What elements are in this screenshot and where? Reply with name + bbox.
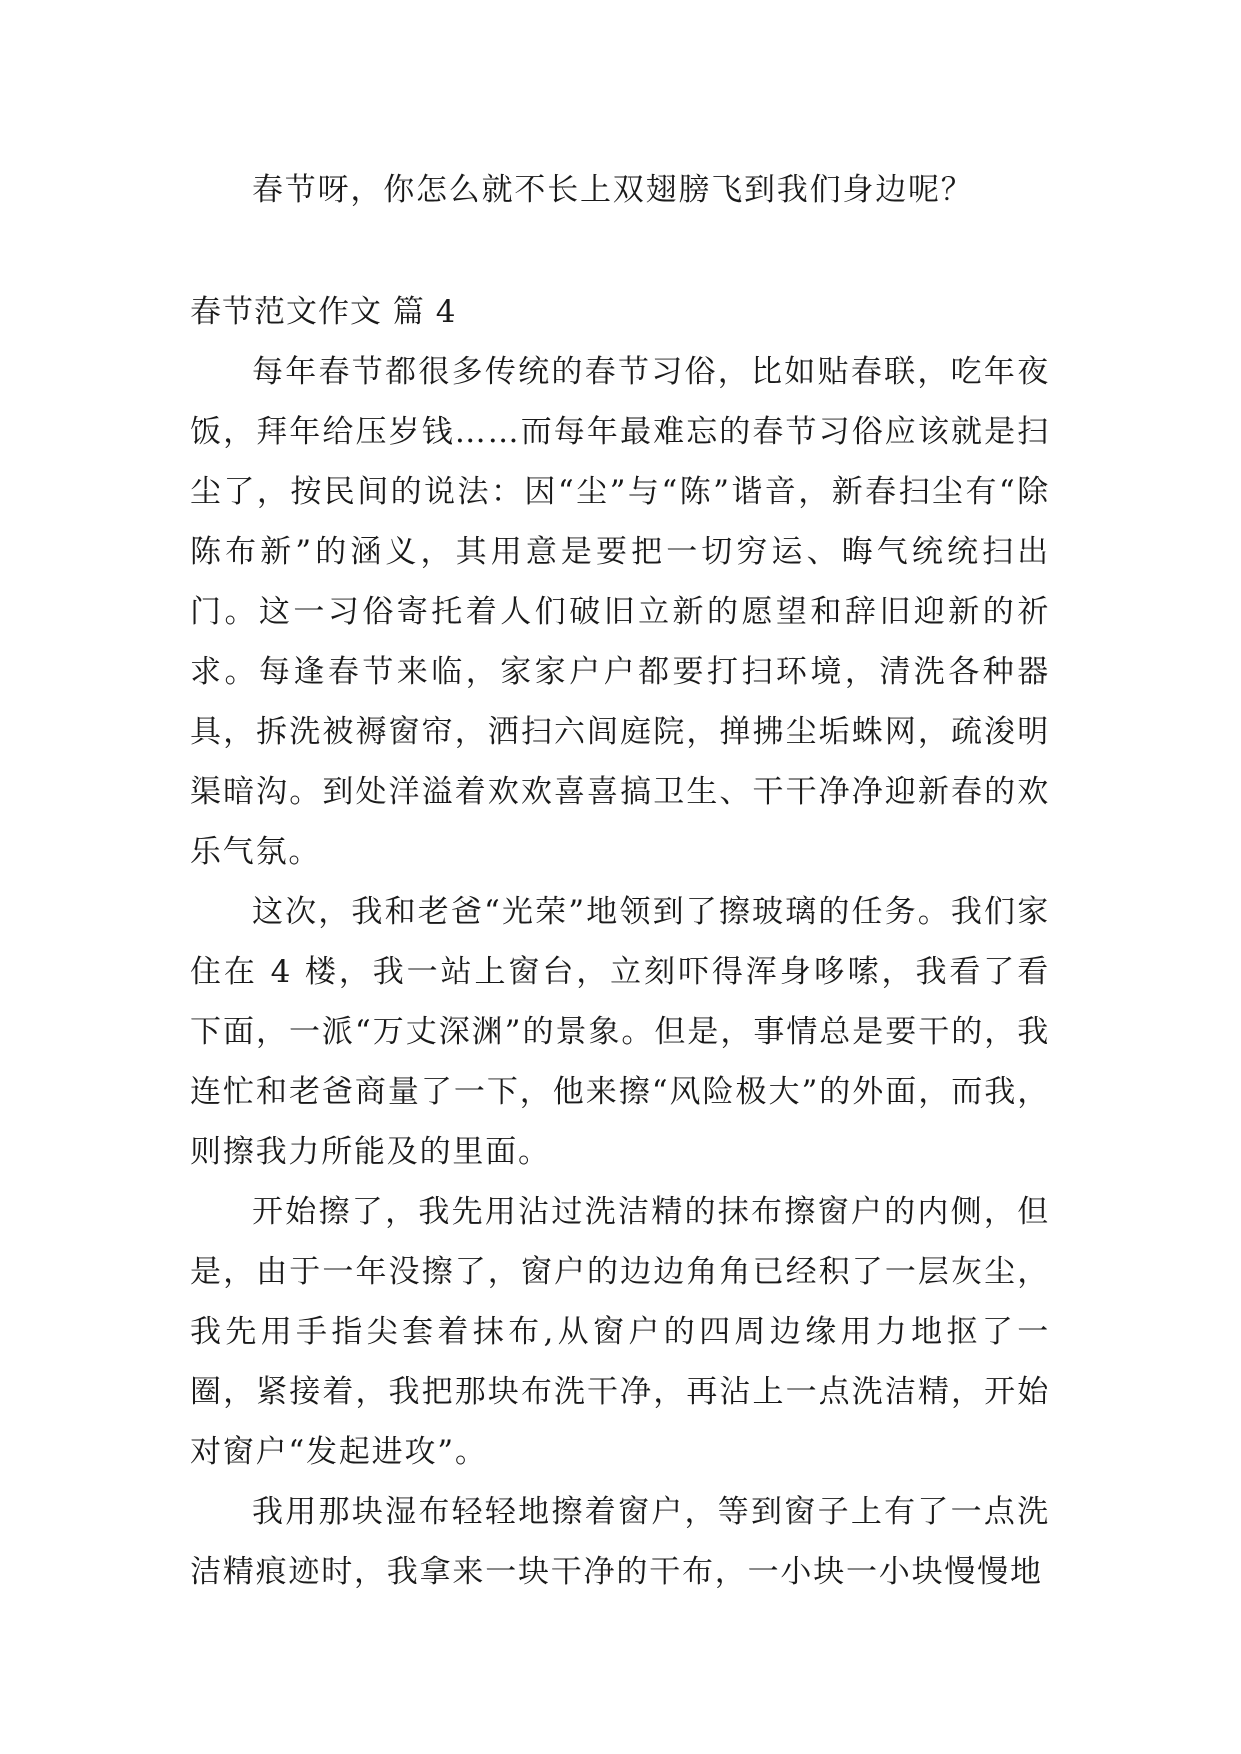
body-paragraph-3: 开始擦了，我先用沾过洗洁精的抹布擦窗户的内侧，但是，由于一年没擦了，窗户的边边角角已经积了一层灰尘，我先用手指尖套着抹布,从窗户的四周边缘用力地抠了一圈，紧接着，我把那块布洗干净，再沾上一点洗洁精，开始对窗户“发起进攻”。: [190, 1194, 1050, 1470]
body-paragraph-2: 这次，我和老爸“光荣”地领到了擦玻璃的任务。我们家住在 4 楼，我一站上窗台，立刻吓得浑身哆嗦，我看了看下面，一派“万丈深渊”的景象。但是，事情总是要干的，我连忙和老爸商量了一下，他来擦“风险极大”的外面，而我，则擦我力所能及的里面。: [190, 894, 1050, 1170]
section-title: 春节范文作文 篇 4: [190, 294, 457, 330]
body-paragraph-1: 每年春节都很多传统的春节习俗，比如贴春联，吃年夜饭，拜年给压岁钱……而每年最难忘的春节习俗应该就是扫尘了，按民间的说法：因“尘”与“陈”谐音，新春扫尘有“除陈布新”的涵义，其用意是要把一切穷运、晦气统统扫出门。这一习俗寄托着人们破旧立新的愿望和辞旧迎新的祈求。每逢春节来临，家家户户都要打扫环境，清洗各种器具，拆洗被褥窗帘，洒扫六闾庭院，掸拂尘垢蛛网，疏浚明渠暗沟。到处洋溢着欢欢喜喜搞卫生、干干净净迎新春的欢乐气氛。: [190, 354, 1050, 870]
document-page: [190, 160, 1050, 1602]
body-paragraph-4: 我用那块湿布轻轻地擦着窗户，等到窗子上有了一点洗洁精痕迹时，我拿来一块干净的干布，一小块一小块慢慢地: [190, 1494, 1050, 1590]
intro-paragraph: 春节呀，你怎么就不长上双翅膀飞到我们身边呢？: [252, 172, 974, 208]
